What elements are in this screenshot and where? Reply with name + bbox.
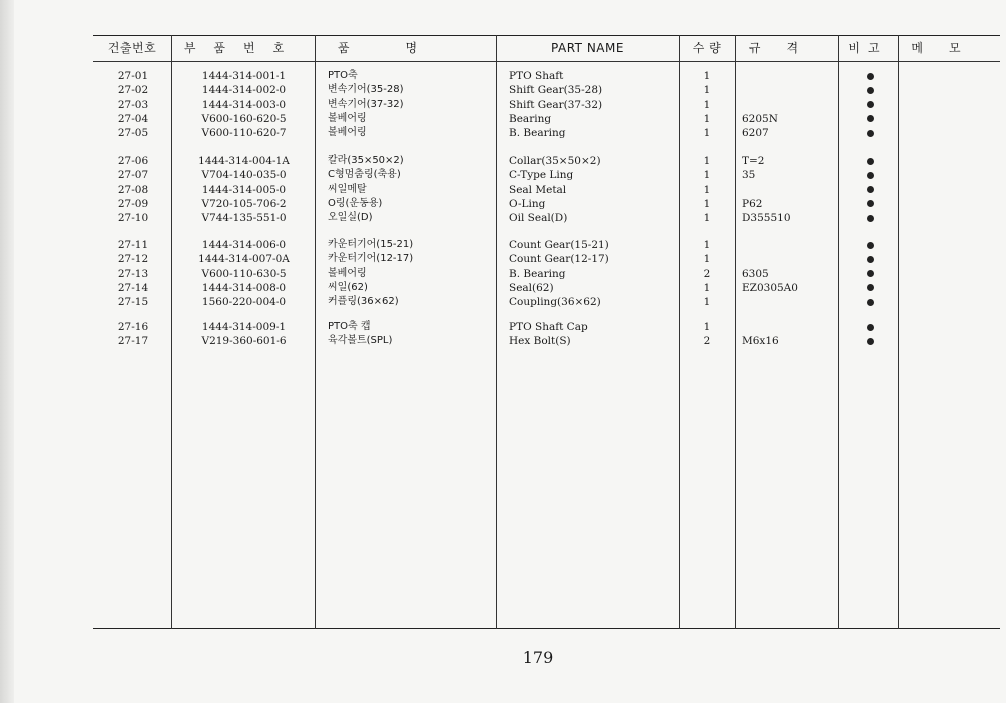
item-number: 27-02 xyxy=(117,84,149,97)
part-name-english: Count Gear(15-21) xyxy=(509,239,609,251)
part-name-english: Count Gear(12-17) xyxy=(509,253,609,266)
remark-cell xyxy=(840,281,900,295)
remark-dot-icon xyxy=(867,130,874,137)
part-name-korean: 카운터기어(15-21) xyxy=(328,239,414,250)
remark-dot-icon xyxy=(867,101,874,108)
header-remark: 비고 xyxy=(848,41,888,55)
header-memo: 메모 xyxy=(911,41,987,55)
part-name-korean: PTO축 캡 xyxy=(328,321,371,332)
part-name-korean: 오일실(D) xyxy=(328,212,373,224)
part-number: 1444-314-005-0 xyxy=(201,183,287,196)
part-name-korean: 볼베어링 xyxy=(328,127,367,139)
remark-dot-icon xyxy=(867,158,874,165)
item-number: 27-03 xyxy=(117,98,149,111)
part-name-english: PTO Shaft xyxy=(509,70,564,82)
remark-cell xyxy=(840,197,900,211)
part-number: 1444-314-009-1 xyxy=(201,321,287,333)
header-spec: 규격 xyxy=(748,41,825,55)
remark-dot-icon xyxy=(867,172,874,179)
part-name-korean: 변속기어(37-32) xyxy=(328,98,404,110)
part-name-english: Coupling(36×62) xyxy=(509,296,601,309)
quantity: 1 xyxy=(703,253,711,266)
part-name-korean: 볼베어링 xyxy=(328,112,367,124)
part-number: V600-110-630-5 xyxy=(201,267,287,280)
item-number: 27-09 xyxy=(117,197,149,210)
table-row xyxy=(0,112,1006,126)
quantity: 2 xyxy=(703,267,711,280)
specification: T=2 xyxy=(742,155,765,167)
item-number: 27-15 xyxy=(117,296,149,309)
remark-cell xyxy=(840,98,900,112)
part-name-korean: 볼베어링 xyxy=(328,267,367,279)
remark-cell xyxy=(840,295,900,309)
remark-cell xyxy=(840,238,900,252)
item-number: 27-07 xyxy=(117,169,149,182)
table-row xyxy=(0,267,1006,281)
item-number: 27-11 xyxy=(117,239,149,251)
item-number: 27-05 xyxy=(117,127,149,140)
table-row xyxy=(0,211,1006,225)
quantity: 1 xyxy=(703,239,711,251)
part-number: V720-105-706-2 xyxy=(201,197,287,210)
part-number: 1444-314-003-0 xyxy=(201,98,287,111)
part-number: 1444-314-004-1A xyxy=(198,155,290,167)
part-name-korean: 씨일메탈 xyxy=(328,183,367,195)
part-name-korean: 커플링(36×62) xyxy=(328,296,399,308)
part-name-korean: 칼라(35×50×2) xyxy=(328,155,404,166)
quantity: 1 xyxy=(703,155,711,167)
remark-cell xyxy=(840,252,900,266)
part-number: V600-110-620-7 xyxy=(201,127,287,140)
table-row xyxy=(0,154,1006,168)
item-number: 27-04 xyxy=(117,112,149,125)
quantity: 1 xyxy=(703,127,711,140)
remark-cell xyxy=(840,112,900,126)
quantity: 1 xyxy=(703,169,711,182)
header-divider xyxy=(93,61,1000,62)
item-number: 27-12 xyxy=(117,253,149,266)
page-number: 179 xyxy=(522,648,554,667)
specification: D355510 xyxy=(742,212,791,225)
quantity: 1 xyxy=(703,84,711,97)
table-row xyxy=(0,281,1006,295)
specification: 6305 xyxy=(742,267,769,280)
table-row xyxy=(0,98,1006,112)
remark-dot-icon xyxy=(867,270,874,277)
quantity: 1 xyxy=(703,197,711,210)
part-name-korean: 육각볼트(SPL) xyxy=(328,335,393,347)
remark-cell xyxy=(840,168,900,182)
remark-dot-icon xyxy=(867,299,874,306)
item-number: 27-14 xyxy=(117,281,149,294)
remark-dot-icon xyxy=(867,115,874,122)
header-part-no: 부품번호 xyxy=(183,41,303,55)
part-name-korean: 변속기어(35-28) xyxy=(328,84,404,96)
remark-dot-icon xyxy=(867,73,874,80)
part-name-english: O-Ling xyxy=(509,197,546,210)
remark-dot-icon xyxy=(867,338,874,345)
part-name-english: PTO Shaft Cap xyxy=(509,321,588,333)
table-row xyxy=(0,69,1006,83)
part-number: 1444-314-001-1 xyxy=(201,70,287,82)
quantity: 1 xyxy=(703,183,711,196)
table-row xyxy=(0,197,1006,211)
table-row xyxy=(0,334,1006,348)
specification: 6207 xyxy=(742,127,769,140)
specification: EZ0305A0 xyxy=(742,281,798,294)
part-name-english: C-Type Ling xyxy=(509,169,574,182)
remark-cell xyxy=(840,69,900,83)
item-number: 27-06 xyxy=(117,155,149,167)
part-name-english: B. Bearing xyxy=(509,127,566,140)
part-name-english: Seal(62) xyxy=(509,281,554,294)
part-name-english: Seal Metal xyxy=(509,183,567,196)
part-name-korean: 카운터기어(12-17) xyxy=(328,253,414,265)
part-name-english: Hex Bolt(S) xyxy=(509,335,571,348)
part-name-korean: O링(운동용) xyxy=(328,197,383,209)
remark-dot-icon xyxy=(867,200,874,207)
part-number: 1444-314-006-0 xyxy=(201,239,287,251)
part-number: 1444-314-008-0 xyxy=(201,281,287,294)
quantity: 1 xyxy=(703,296,711,309)
quantity: 1 xyxy=(703,98,711,111)
part-name-english: Bearing xyxy=(509,112,552,125)
part-number: V600-160-620-5 xyxy=(201,112,287,125)
remark-dot-icon xyxy=(867,256,874,263)
remark-cell xyxy=(840,154,900,168)
remark-cell xyxy=(840,334,900,348)
header-name-kor: 품명 xyxy=(337,41,474,55)
item-number: 27-08 xyxy=(117,183,149,196)
part-name-english: B. Bearing xyxy=(509,267,566,280)
part-name-english: Shift Gear(35-28) xyxy=(509,84,603,97)
part-number: 1444-314-002-0 xyxy=(201,84,287,97)
table-row xyxy=(0,183,1006,197)
part-number: 1560-220-004-0 xyxy=(201,296,287,309)
part-number: 1444-314-007-0A xyxy=(198,253,290,266)
remark-cell xyxy=(840,83,900,97)
remark-dot-icon xyxy=(867,186,874,193)
item-number: 27-17 xyxy=(117,335,149,348)
part-name-english: Oil Seal(D) xyxy=(509,212,568,225)
header-qty: 수 량 xyxy=(692,41,722,55)
remark-cell xyxy=(840,320,900,334)
remark-dot-icon xyxy=(867,215,874,222)
header-part-name: PART NAME xyxy=(551,41,624,55)
quantity: 1 xyxy=(703,281,711,294)
table-row xyxy=(0,83,1006,97)
part-name-english: Collar(35×50×2) xyxy=(509,155,601,167)
part-number: V744-135-551-0 xyxy=(201,212,287,225)
specification: 6205N xyxy=(742,112,778,125)
remark-cell xyxy=(840,126,900,140)
item-number: 27-10 xyxy=(117,212,149,225)
part-name-korean: 씨일(62) xyxy=(328,281,368,293)
specification: M6x16 xyxy=(742,335,779,348)
remark-dot-icon xyxy=(867,324,874,331)
quantity: 1 xyxy=(703,112,711,125)
item-number: 27-16 xyxy=(117,321,149,333)
remark-dot-icon xyxy=(867,284,874,291)
table-row xyxy=(0,295,1006,309)
part-number: V219-360-601-6 xyxy=(201,335,287,348)
table-row xyxy=(0,238,1006,252)
remark-cell xyxy=(840,267,900,281)
part-number: V704-140-035-0 xyxy=(201,169,287,182)
remark-cell xyxy=(840,211,900,225)
specification: P62 xyxy=(742,197,763,210)
item-number: 27-13 xyxy=(117,267,149,280)
remark-dot-icon xyxy=(867,87,874,94)
quantity: 1 xyxy=(703,70,711,82)
item-number: 27-01 xyxy=(117,70,149,82)
remark-dot-icon xyxy=(867,242,874,249)
table-row xyxy=(0,168,1006,182)
table-row xyxy=(0,320,1006,334)
quantity: 2 xyxy=(703,335,711,348)
part-name-english: Shift Gear(37-32) xyxy=(509,98,603,111)
remark-cell xyxy=(840,183,900,197)
quantity: 1 xyxy=(703,321,711,333)
header-no: 건출번호 xyxy=(107,41,157,55)
part-name-korean: PTO축 xyxy=(328,70,358,81)
part-name-korean: C형멈춤링(축용) xyxy=(328,169,401,181)
table-row xyxy=(0,252,1006,266)
specification: 35 xyxy=(742,169,756,182)
quantity: 1 xyxy=(703,212,711,225)
table-row xyxy=(0,126,1006,140)
